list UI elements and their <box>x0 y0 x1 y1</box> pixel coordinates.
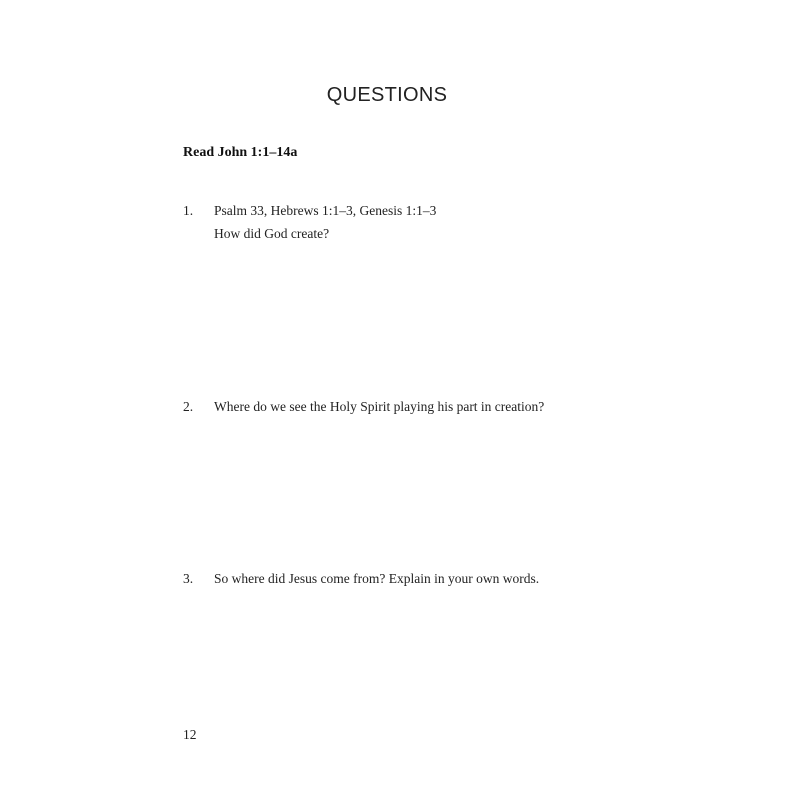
question-text: So where did Jesus come from? Explain in your own words. <box>214 571 540 586</box>
question-reference: Psalm 33, Hebrews 1:1–3, Genesis 1:1–3 <box>214 203 437 218</box>
reading-heading: Read John 1:1–14a <box>183 145 298 160</box>
question-number: 2. <box>183 399 194 414</box>
question-body <box>214 567 674 590</box>
question-text: Where do we see the Holy Spirit playing his part in creation? <box>214 399 545 414</box>
question-number: 3. <box>183 571 194 586</box>
question-number: 1. <box>183 203 194 218</box>
question-body <box>214 199 674 245</box>
question-text: How did God create? <box>214 226 330 241</box>
question-body <box>214 395 674 418</box>
page-title: QUESTIONS <box>326 84 448 106</box>
page-number: 12 <box>183 727 197 742</box>
